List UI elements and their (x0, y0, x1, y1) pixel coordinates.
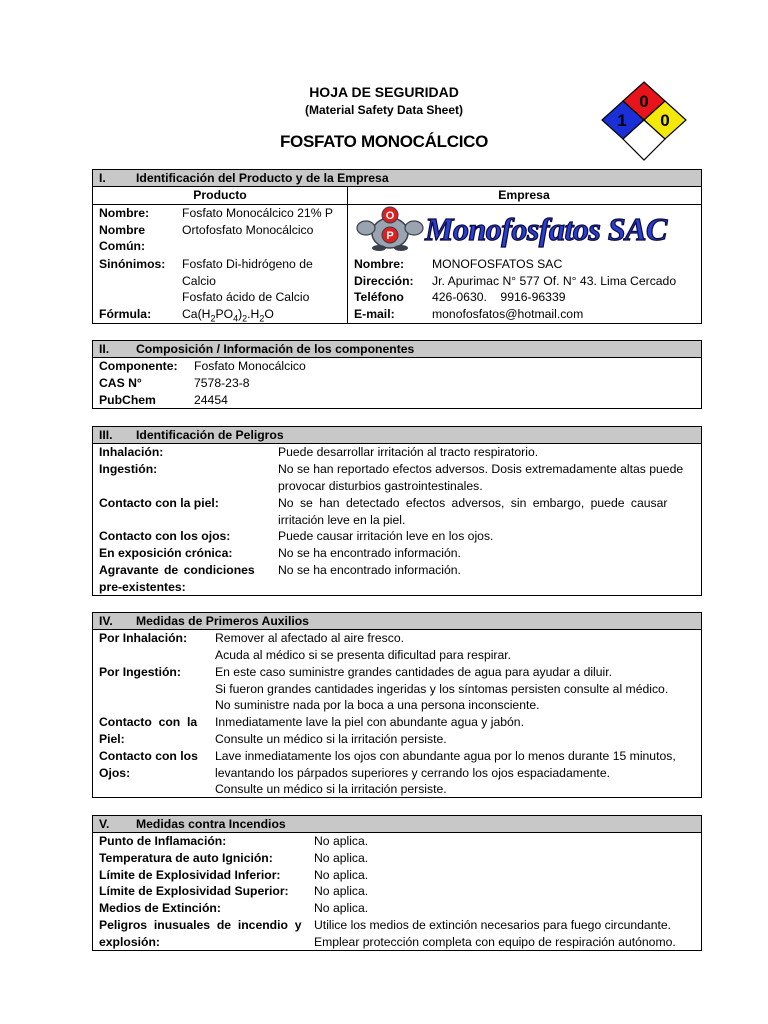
section-header (93, 816, 701, 833)
empresa-nombre-label: Nombre: (354, 257, 405, 271)
composition-value: Fosfato Monocálcico (194, 359, 306, 373)
fire-row (93, 917, 701, 934)
formula-value: $Ca(H_2PO_4)_2.H_2O$ (182, 307, 274, 324)
fire-row (93, 833, 701, 850)
nfpa-health-value: 1 (617, 111, 627, 130)
fire-label: Temperatura de auto Ignición: (99, 850, 273, 865)
section-first-aid (92, 612, 702, 798)
agravante-label-2: pre-existentes: (99, 580, 186, 594)
section-number: I. (99, 171, 106, 185)
aux-ingestion-3: No suministre nada por la boca a una persona inconsciente. (215, 698, 540, 712)
fire-row (93, 934, 701, 951)
empresa-nombre-value: MONOFOSFATOS SAC (432, 257, 563, 271)
piel-label: Contacto con la piel: (99, 496, 219, 510)
composition-value: 7578-23-8 (194, 375, 250, 390)
composition-row (93, 358, 701, 375)
section-fire-fighting (92, 815, 702, 951)
fire-row (93, 867, 701, 884)
piel-value-1: No se han detectado efectos adversos, sin embargo, puede causar (278, 496, 668, 510)
section-header (93, 170, 701, 187)
section-title: Identificación del Producto y de la Empresa (136, 171, 389, 185)
sinonimo-1a: Fosfato Di-hidrógeno de (182, 257, 313, 271)
aux-piel-label-2: Piel: (99, 732, 125, 746)
composition-label: PubChem (99, 392, 156, 407)
section-header (93, 613, 701, 630)
aux-piel-label-1: Contacto con la (99, 715, 198, 729)
peligros-label-2: explosión: (99, 934, 160, 949)
product-title: FOSFATO MONOCÁLCICO (279, 132, 489, 151)
aux-inhalacion-2: Acuda al médico si se presenta dificultad para respirar. (215, 648, 512, 662)
peligros-value-1: Utilice los medios de extinción necesarios para fuego circundante. (314, 917, 672, 932)
inhalacion-label: Inhalación: (99, 445, 164, 459)
fire-label: Medios de Extinción: (99, 901, 221, 916)
peligros-label-1: Peligros inusuales de incendio y (99, 917, 302, 932)
fire-value: No aplica. (314, 884, 369, 899)
section-hazards (92, 426, 702, 596)
peligros-value-2: Emplear protección completa con equipo de respiración autónomo. (314, 934, 676, 949)
nombre-comun-label: Nombre (99, 223, 146, 237)
section-number: III. (99, 428, 113, 442)
cronica-label: En exposición crónica: (99, 546, 233, 560)
aux-inhalacion-label: Por Inhalación: (99, 631, 188, 645)
aux-ingestion-1: En este caso suministre grandes cantidades de agua para ayudar a diluir. (215, 665, 613, 679)
aux-ojos-label-1: Contacto con los (99, 749, 198, 763)
ojos-label: Contacto con los ojos: (99, 529, 231, 543)
nfpa-flammability-value: 0 (639, 92, 649, 111)
composition-row (93, 392, 701, 409)
email-label: E-mail: (354, 307, 395, 321)
agravante-label-1: Agravante de condiciones (99, 563, 255, 577)
document-title: HOJA DE SEGURIDAD (309, 84, 459, 100)
nfpa-diamond-icon (598, 80, 690, 164)
nombre-value: Fosfato Monocálcico 21% P (182, 206, 334, 220)
direccion-label: Dirección: (354, 274, 414, 288)
section-number: V. (99, 817, 110, 831)
telefono-label: Teléfono (354, 290, 404, 304)
fire-row (93, 883, 701, 900)
column-header-empresa: Empresa (498, 188, 550, 202)
aux-ojos-label-2: Ojos: (99, 766, 131, 780)
ojos-value: Puede causar irritación leve en los ojos. (278, 529, 494, 543)
aux-inhalacion-1: Remover al afectado al aire fresco. (215, 631, 404, 645)
agravante-value: No se ha encontrado información. (278, 563, 461, 577)
column-header-producto: Producto (193, 188, 247, 202)
nombre-label: Nombre: (99, 206, 150, 220)
email-value[interactable]: monofosfatos@hotmail.com (432, 307, 584, 321)
composition-label: Componente: (99, 359, 178, 373)
fire-label: Límite de Explosividad Superior: (99, 884, 289, 899)
ingestion-value-1: No se han reportado efectos adversos. Dosis extremadamente altas puede (278, 462, 684, 476)
fire-row (93, 900, 701, 917)
aux-ingestion-2: Si fueron grandes cantidades ingeridas y los síntomas persisten consulte al médico. (215, 682, 669, 696)
section-title: Medidas contra Incendios (136, 817, 286, 831)
section-number: II. (99, 342, 110, 356)
company-logo-text: Monofosfatos SAC (425, 211, 667, 247)
section-header (93, 427, 701, 444)
aux-piel-1: Inmediatamente lave la piel con abundante agua y jabón. (215, 715, 524, 729)
nombre-comun-value: Ortofosfato Monocálcico (182, 223, 314, 237)
section-composition (92, 340, 702, 409)
section-title: Identificación de Peligros (136, 428, 284, 442)
nfpa-reactivity-value: 0 (660, 111, 670, 130)
ingestion-label: Ingestión: (99, 462, 158, 476)
sinonimo-1b: Calcio (182, 274, 216, 288)
ingestion-value-2: provocar disturbios gastrointestinales. (278, 479, 483, 493)
column-divider (347, 186, 348, 323)
nombre-comun-label-2: Común: (99, 239, 146, 253)
aux-ojos-1: Lave inmediatamente los ojos con abundante agua por lo menos durante 15 minutos, (215, 749, 676, 763)
aux-piel-2: Consulte un médico si la irritación persiste. (215, 732, 447, 746)
telefono-value: 426-0630. 9916-96339 (432, 290, 566, 304)
fire-label: Límite de Explosividad Inferior: (99, 867, 281, 882)
section-number: IV. (99, 614, 113, 628)
direccion-value: Jr. Apurimac N° 577 Of. N° 43. Lima Cercado (432, 274, 677, 288)
aux-ingestion-label: Por Ingestión: (99, 665, 181, 679)
fire-label: Punto de Inflamación: (99, 834, 227, 848)
composition-value: 24454 (194, 392, 228, 407)
formula-label: Fórmula: (99, 307, 152, 321)
cronica-value: No se ha encontrado información. (278, 546, 461, 560)
composition-label: CAS N° (99, 375, 142, 390)
piel-value-2: irritación leve en la piel. (278, 513, 406, 527)
composition-row (93, 375, 701, 392)
company-mascot-logo (355, 206, 425, 252)
fire-value: No aplica. (314, 901, 369, 916)
sinonimos-label: Sinónimos: (99, 257, 166, 271)
svg-text:O: O (385, 210, 395, 222)
sinonimo-2: Fosfato ácido de Calcio (182, 290, 310, 304)
aux-ojos-3: Consulte un médico si la irritación persiste. (215, 782, 447, 796)
section-title: Medidas de Primeros Auxilios (136, 614, 309, 628)
section-header (93, 341, 701, 358)
fire-row (93, 850, 701, 867)
document-subtitle: (Material Safety Data Sheet) (304, 103, 464, 117)
fire-value: No aplica. (314, 850, 369, 865)
aux-ojos-2: levantando los párpados superiores y cerrando los ojos espaciadamente. (215, 766, 610, 780)
fire-value: No aplica. (314, 867, 369, 882)
svg-text:P: P (386, 230, 394, 242)
section-title: Composición / Información de los componentes (136, 342, 415, 356)
fire-value: No aplica. (314, 834, 369, 848)
section-identification (92, 169, 702, 324)
inhalacion-value: Puede desarrollar irritación al tracto respiratorio. (278, 445, 539, 459)
